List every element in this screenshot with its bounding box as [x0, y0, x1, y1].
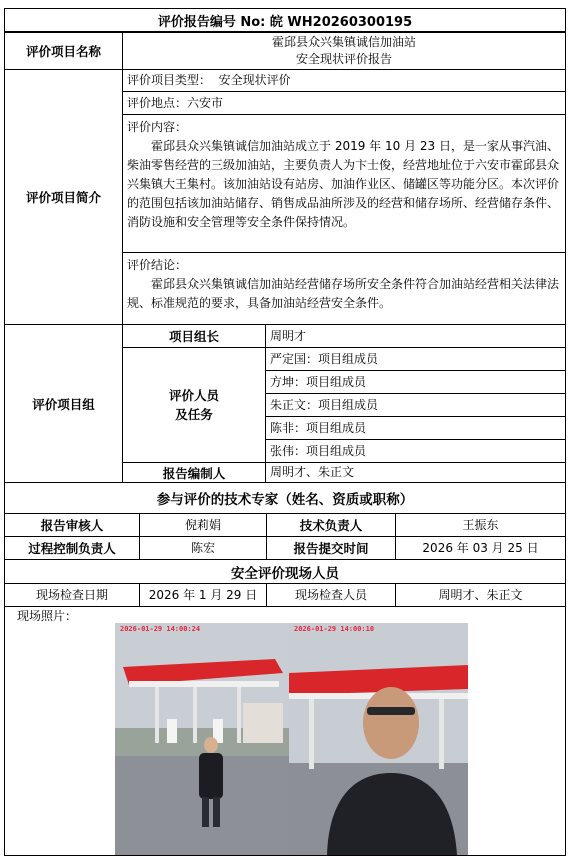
editor-value: 周明才、朱正文: [265, 462, 566, 483]
project-name-line1: 霍邱县众兴集镇诚信加油站: [271, 35, 416, 49]
photo-2-timestamp: 2026-01-29 14:00:10: [294, 625, 375, 633]
content-label: 评价内容：: [127, 120, 188, 134]
project-summary-section: [4, 69, 566, 325]
experts-row-1: [4, 513, 566, 537]
site-heading: 安全评价现场人员: [4, 559, 566, 584]
editor-label: 报告编制人: [122, 462, 266, 483]
site-row: [4, 583, 566, 607]
leader-value: 周明才: [265, 324, 566, 348]
members-label: [122, 347, 266, 463]
photo-1-timestamp: 2026-01-29 14:00:24: [120, 625, 201, 633]
member-item: 陈非：项目组成员: [265, 416, 566, 440]
project-location: 评价地点：六安市: [122, 91, 566, 115]
experts-row-2: [4, 536, 566, 560]
project-type-row: [122, 69, 566, 92]
site-date-label: 现场检查日期: [4, 583, 140, 607]
project-name-label: 评价项目名称: [4, 32, 123, 70]
process-label: 过程控制负责人: [4, 536, 140, 560]
site-photos-box: [4, 606, 566, 856]
conclusion-label: 评价结论：: [127, 258, 188, 272]
content-text: 霍邱县众兴集镇诚信加油站成立于 2019 年 10 月 23 日，是一家从事汽油、柴油零售经营的三级加油站，主要负责人为卞士俊，经营地址位于六安市霍邱县众兴集镇大王集村。该加油站设有站房、加油作业区、储罐区等功能分区。本次评价的范围包括该加油站储存、销售成品油所涉及的经营和储存场所、经营储存条件、消防设施和安全管理等安全条件保持情况。: [127, 139, 560, 229]
site-photo-2: [289, 623, 468, 855]
tech-lead-label: 技术负责人: [266, 513, 396, 537]
member-item: 严定国：项目组成员: [265, 347, 566, 371]
submit-value: 2026 年 03 月 25 日: [395, 536, 566, 560]
experts-heading: 参与评价的技术专家（姓名、资质或职称）: [4, 482, 566, 514]
conclusion-box: [122, 252, 566, 325]
members-label-line1: 评价人员: [168, 388, 219, 403]
reviewer-value: 倪莉娟: [139, 513, 267, 537]
photos-label: 现场照片：: [17, 609, 78, 623]
photo-2-scene: [289, 623, 468, 855]
team-section: [4, 324, 566, 483]
member-item: 方坤：项目组成员: [265, 370, 566, 394]
project-summary-label: 评价项目简介: [4, 69, 123, 325]
site-photo-1: [115, 623, 289, 855]
photo-1-scene: [115, 623, 289, 855]
project-type-label: 评价项目类型：: [127, 73, 212, 87]
site-date-value: 2026 年 1 月 29 日: [139, 583, 267, 607]
member-item: 朱正文：项目组成员: [265, 393, 566, 417]
project-name-row: [4, 32, 566, 70]
site-staff-value: 周明才、朱正文: [395, 583, 566, 607]
member-item: 张伟：项目组成员: [265, 439, 566, 463]
team-label: 评价项目组: [4, 324, 123, 483]
project-name-line2: 安全现状评价报告: [295, 52, 392, 66]
submit-label: 报告提交时间: [266, 536, 396, 560]
tech-lead-value: 王振东: [395, 513, 566, 537]
project-type-value: 安全现状评价: [218, 73, 291, 87]
site-staff-label: 现场检查人员: [266, 583, 396, 607]
reviewer-label: 报告审核人: [4, 513, 140, 537]
leader-label: 项目组长: [122, 324, 266, 348]
conclusion-text: 霍邱县众兴集镇诚信加油站经营储存场所安全条件符合加油站经营相关法律法规、标准规范的要求，具备加油站经营安全条件。: [127, 277, 560, 310]
members-label-line2: 及任务: [175, 407, 213, 422]
report-number: 评价报告编号 No: 皖 WH20260300195: [4, 8, 566, 32]
project-name-value: [122, 32, 566, 70]
content-box: [122, 114, 566, 253]
process-value: 陈宏: [139, 536, 267, 560]
